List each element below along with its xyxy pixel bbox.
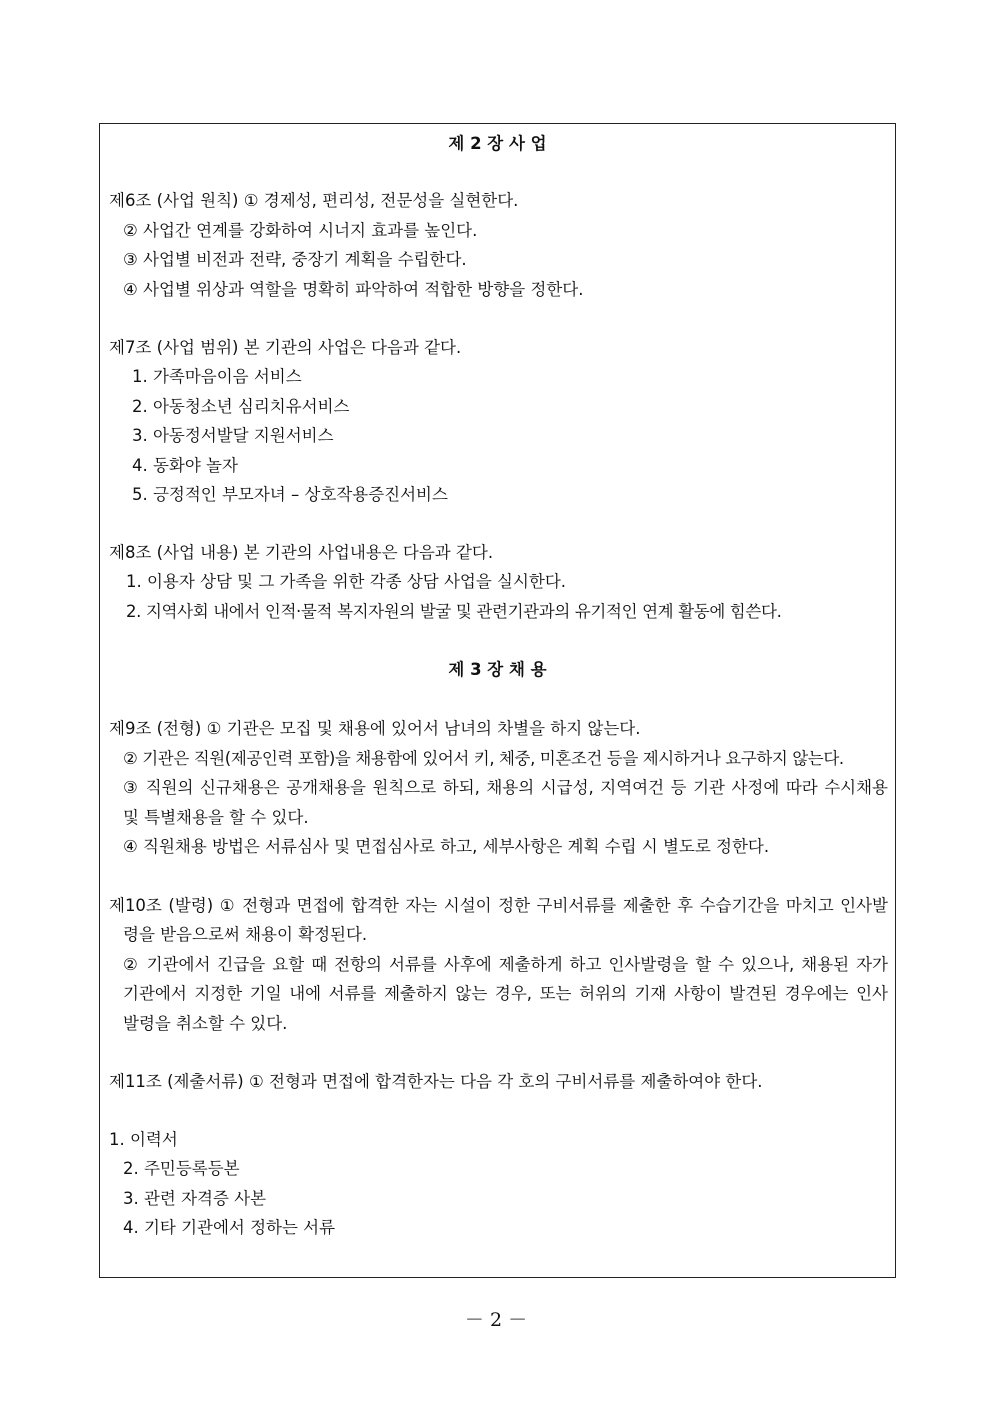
article-8-title: 제8조 (사업 내용) 본 기관의 사업내용은 다음과 같다.	[109, 543, 494, 562]
article-10-item-2-line-3: 발령을 취소할 수 있다.	[123, 1014, 288, 1033]
article-9-item-3-line-1: ③ 직원의 신규채용은 공개채용을 원칙으로 하되, 채용의 시급성, 지역여건 등 기관 사정에 따라 수시채용	[123, 778, 888, 797]
article-8-item-1: 1. 이용자 상담 및 그 가족을 위한 각종 상담 사업을 실시한다.	[126, 572, 567, 591]
chapter-2-heading: 제 2 장 사 업	[448, 134, 547, 153]
article-10-item-2-line-1: ② 기관에서 긴급을 요할 때 전항의 서류를 사후에 제출하게 하고 인사발령을 할 수 있으나, 채용된 자가	[123, 955, 888, 974]
article-6-item-2: ② 사업간 연계를 강화하여 시너지 효과를 높인다.	[123, 221, 478, 240]
article-11-item-1: 1. 이력서	[109, 1130, 178, 1149]
article-7-item-2: 2. 아동청소년 심리치유서비스	[132, 397, 350, 416]
article-6-item-4: ④ 사업별 위상과 역할을 명확히 파악하여 적합한 방향을 정한다.	[123, 280, 584, 299]
article-8-item-2: 2. 지역사회 내에서 인적·물적 복지자원의 발굴 및 관련기관과의 유기적인 연계 활동에 힘쓴다.	[126, 602, 782, 621]
article-7-item-1: 1. 가족마음이음 서비스	[132, 367, 302, 386]
article-9-title: 제9조 (전형) ① 기관은 모집 및 채용에 있어서 남녀의 차별을 하지 않는다.	[109, 719, 641, 738]
article-6-item-3: ③ 사업별 비전과 전략, 중장기 계획을 수립한다.	[123, 250, 467, 269]
chapter-3-heading: 제 3 장 채 용	[448, 660, 547, 679]
regulation-box	[99, 123, 896, 1278]
article-7-title: 제7조 (사업 범위) 본 기관의 사업은 다음과 같다.	[109, 338, 462, 357]
article-7-item-5: 5. 긍정적인 부모자녀 – 상호작용증진서비스	[132, 485, 448, 504]
article-11-item-3: 3. 관련 자격증 사본	[123, 1189, 267, 1208]
article-11-item-4: 4. 기타 기관에서 정하는 서류	[123, 1218, 336, 1237]
page-number: － 2 －	[464, 1309, 528, 1331]
article-9-item-3-line-2: 및 특별채용을 할 수 있다.	[123, 808, 309, 827]
article-6-title: 제6조 (사업 원칙) ① 경제성, 편리성, 전문성을 실현한다.	[109, 191, 519, 210]
article-10-line-2: 령을 받음으로써 채용이 확정된다.	[123, 925, 368, 944]
article-9-item-4: ④ 직원채용 방법은 서류심사 및 면접심사로 하고, 세부사항은 계획 수립 시 별도로 정한다.	[123, 837, 770, 856]
article-7-item-4: 4. 동화야 놀자	[132, 456, 238, 475]
article-10-item-2-line-2: 기관에서 지정한 기일 내에 서류를 제출하지 않는 경우, 또는 허위의 기재 사항이 발견된 경우에는 인사	[123, 984, 888, 1003]
article-7-item-3: 3. 아동정서발달 지원서비스	[132, 426, 334, 445]
article-11-item-2: 2. 주민등록등본	[123, 1159, 240, 1178]
article-11-title: 제11조 (제출서류) ① 전형과 면접에 합격한자는 다음 각 호의 구비서류를 제출하여야 한다.	[109, 1072, 763, 1091]
article-10-line-1: 제10조 (발령) ① 전형과 면접에 합격한 자는 시설이 정한 구비서류를 제출한 후 수습기간을 마치고 인사발	[109, 896, 888, 915]
article-9-item-2: ② 기관은 직원(제공인력 포함)을 채용함에 있어서 키, 체중, 미혼조건 등을 제시하거나 요구하지 않는다.	[123, 749, 844, 768]
